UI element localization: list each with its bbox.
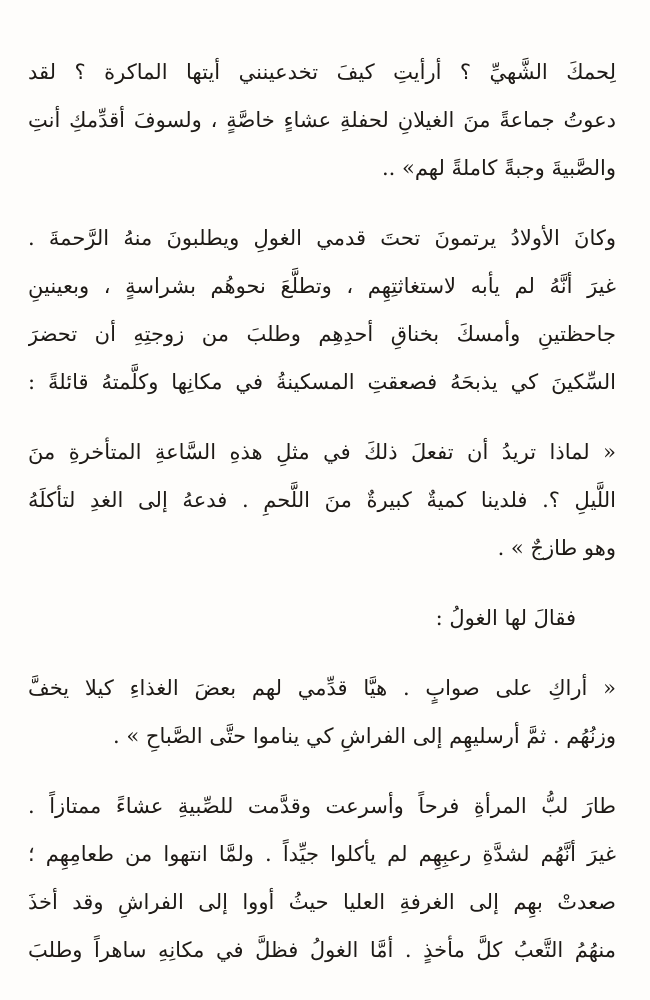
paragraph-gap [28,572,616,594]
paragraph-3 [28,428,616,572]
paragraph-5 [28,664,616,760]
text-line: لِحمكَ الشَّهيِّ ؟ أرأيتِ كيفَ تخدعينني أيتها الماكرة ؟ لقد [28,60,616,84]
paragraph-4 [28,594,616,642]
text-line: والصَّبيةَ وجبةً كاملةً لهم» .. [381,156,616,180]
paragraph-gap [28,192,616,214]
paragraph-gap [28,760,616,782]
text-line: وكانَ الأولادُ يرتمونَ تحتَ قدمي الغولِ ويطلبونَ منهُ الرَّحمةَ . [28,226,616,250]
text-line: منهُمُ التَّعبُ كلَّ مأخذٍ . أمَّا الغولُ فظلَّ في مكانِهِ ساهراً وطلبَ [28,938,616,962]
text-line: السِّكينَ كي يذبحَهُ فصعقتِ المسكينةُ في مكانِها وكلَّمتهُ قائلةً : [28,370,616,394]
text-line: جاحظتينِ وأمسكَ بخناقِ أحدِهِم وطلبَ من زوجتِهِ أن تحضرَ [28,322,616,346]
text-line: طارَ لبُّ المرأةِ فرحاً وأسرعت وقدَّمت للصِّبيةِ عشاءً ممتازاً . [28,794,616,818]
text-line: اللَّيلِ ؟. فلدينا كميةٌ كبيرةٌ منَ اللَّحمِ . فدعهُ إلى الغدِ لتأكلَهُ [28,488,616,512]
text-line: صعدتْ بهِم إلى الغرفةِ العليا حيثُ أووا إلى الفراشِ وقد أخذَ [28,890,616,914]
text-line: دعوتُ جماعةً منَ الغيلانِ لحفلةِ عشاءٍ خاصَّةٍ ، ولسوفَ أقدِّمكِ أنتِ [28,108,616,132]
paragraph-gap [28,406,616,428]
paragraph-2 [28,214,616,406]
paragraph-gap [28,642,616,664]
paragraph-6 [28,782,616,974]
text-line: غيرَ أنَّهُ لم يأبه لاستغاثتِهِم ، وتطلَّعَ نحوهُم بشراسةٍ ، وبعينينِ [28,274,616,298]
text-line: فقالَ لها الغولُ : [435,606,576,630]
text-line: « أراكِ على صوابٍ . هيَّا قدِّمي لهم بعضَ الغذاءِ كيلا يخفَّ [28,676,616,700]
paragraph-1 [28,48,616,192]
text-line: وهو طازجٌ » . [497,536,616,560]
text-line: وزنُهُم . ثمَّ أرسليهِم إلى الفراشِ كي يناموا حتَّى الصَّباحِ » . [113,724,616,748]
text-line: « لماذا تريدُ أن تفعلَ ذلكَ في مثلِ هذهِ السَّاعةِ المتأخرةِ منَ [28,440,616,464]
text-line: غيرَ أنَّهُم لشدَّةِ رعبِهِم لم يأكلوا جيِّداً . ولمَّا انتهوا من طعامِهِم ؛ [28,842,616,866]
